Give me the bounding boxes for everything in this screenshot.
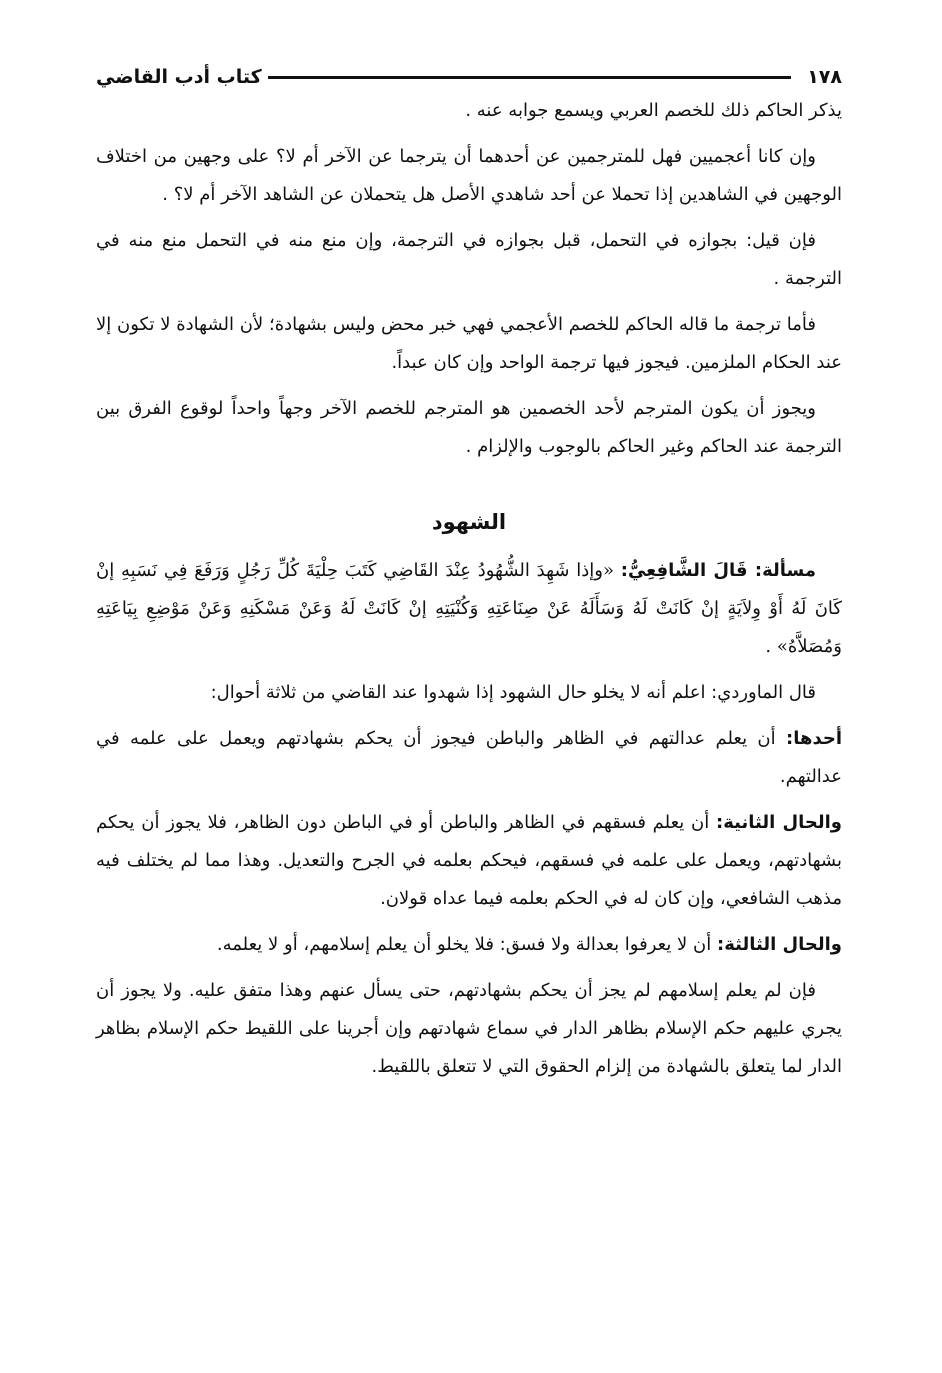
case-lead: والحال الثالثة: bbox=[717, 934, 842, 955]
case-lead: أحدها: bbox=[786, 728, 842, 749]
paragraph: ويجوز أن يكون المترجم لأحد الخصمين هو المترجم للخصم الآخر وجهاً واحداً لوقوع الفرق بين الترجمة عند الحاكم وغير الحاكم بالوجوب والإلزام . bbox=[96, 398, 842, 457]
closing-paragraph: فإن لم يعلم إسلامهم لم يجز أن يحكم بشهادتهم، حتى يسأل عنهم وهذا متفق عليه. ولا يجوز أن يجري عليهم حكم الإسلام بظاهر الدار في سماع شهادتهم وإن أجرينا على اللقيط حكم الإسلام بظاهر الدار لما يتعلق بالشهادة من إلزام الحقوق التي لا تتعلق باللقيط. bbox=[96, 980, 842, 1077]
page-number: ١٧٨ bbox=[807, 66, 842, 88]
running-head: كتاب أدب القاضي bbox=[96, 66, 262, 88]
masala-paragraph bbox=[96, 552, 842, 666]
masala-lead: مسألة: قَالَ الشَّافِعِيُّ: bbox=[620, 560, 816, 581]
case-text: أن يعلم فسقهم في الظاهر والباطن أو في الباطن دون الظاهر، فلا يجوز أن يحكم بشهادتهم، ويعمل على علمه في فسقهم، فيحكم بعلمه في الجرح والتعديل. وهذا مما لم يختلف فيه مذهب الشافعي، وإن كان له في الحكم بعلمه فيما عداه قولان. bbox=[96, 812, 842, 909]
header-rule bbox=[268, 76, 792, 79]
case-paragraph bbox=[96, 926, 842, 964]
book-page bbox=[96, 60, 842, 1094]
case-paragraph bbox=[96, 720, 842, 796]
case-lead: والحال الثانية: bbox=[716, 812, 842, 833]
paragraph: وإن كانا أعجميين فهل للمترجمين عن أحدهما أن يترجما عن الآخر أم لا؟ على وجهين من اختلاف الوجهين في الشاهدين إذا تحملا عن أحد شاهدي الأصل هل يتحملان عن الشاهد الآخر أم لا؟ . bbox=[96, 146, 842, 205]
section-heading: الشهود bbox=[431, 510, 507, 534]
mawardi-paragraph: قال الماوردي: اعلم أنه لا يخلو حال الشهود إذا شهدوا عند القاضي من ثلاثة أحوال: bbox=[210, 682, 816, 703]
paragraph: يذكر الحاكم ذلك للخصم العربي ويسمع جوابه عنه . bbox=[465, 100, 842, 121]
paragraph: فإن قيل: بجوازه في التحمل، قبل بجوازه في الترجمة، وإن منع منه في التحمل منع منه في الترجمة . bbox=[96, 230, 842, 289]
page-header bbox=[96, 60, 842, 94]
case-text: أن يعلم عدالتهم في الظاهر والباطن فيجوز أن يحكم بشهادتهم ويعمل على علمه في عدالتهم. bbox=[96, 728, 842, 787]
paragraph: فأما ترجمة ما قاله الحاكم للخصم الأعجمي فهي خبر محض وليس بشهادة؛ لأن الشهادة لا تكون إلا عند الحكام الملزمين. فيجوز فيها ترجمة الواحد وإن كان عبداً. bbox=[96, 314, 842, 373]
case-paragraph bbox=[96, 804, 842, 918]
case-text: أن لا يعرفوا بعدالة ولا فسق: فلا يخلو أن يعلم إسلامهم، أو لا يعلمه. bbox=[216, 934, 712, 955]
shafii-quote: «وإذا شَهِدَ الشُّهُودُ عِنْدَ القَاضِي كَتَبَ حِلْيَةَ كُلِّ رَجُلٍ وَرَفَعَ فِي نَسَبِهِ إنْ كَانَ لَهُ أَوْ وِلاَيَةٍ إنْ كَانَتْ لَهُ وَسَأَلَهُ عَنْ صِنَاعَتِهِ وَكُنْيَتِهِ إنْ كَانَتْ لَهُ وَعَنْ مَسْكَنِهِ وَعَنْ مَوْضِعِ بِيَاعَتِهِ وَمُصَلاَّهُ» . bbox=[96, 560, 842, 657]
